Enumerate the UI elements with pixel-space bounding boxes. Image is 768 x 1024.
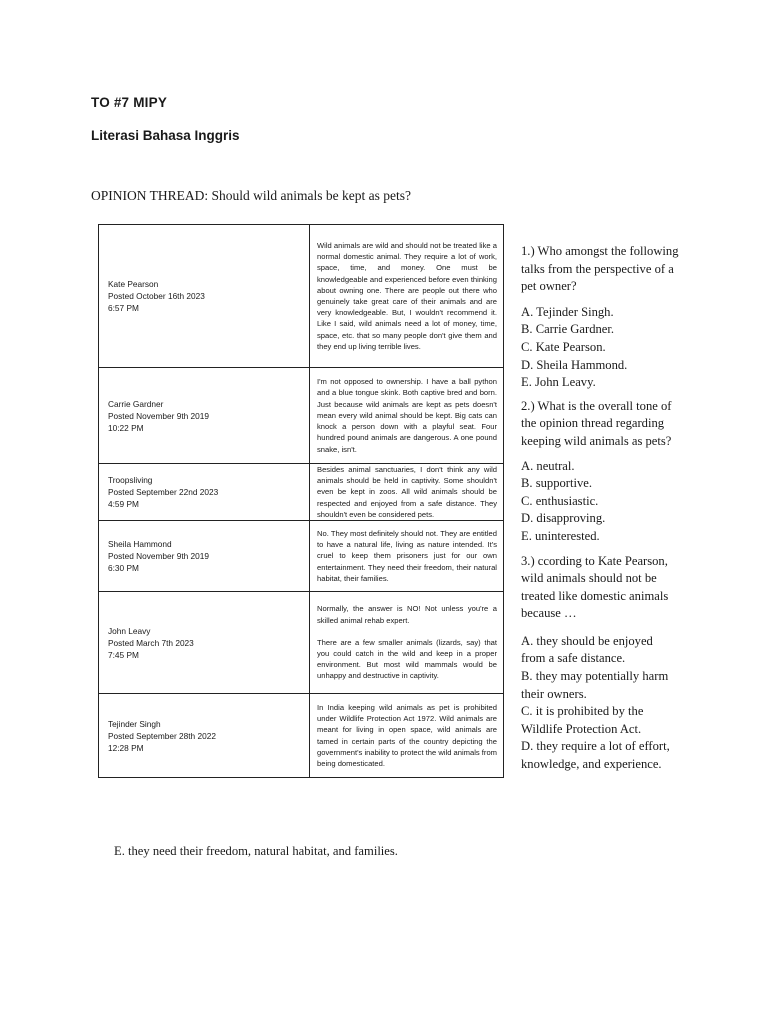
q2-option-d[interactable]: D. disapproving. <box>521 511 606 526</box>
page-subtitle: Literasi Bahasa Inggris <box>91 128 240 143</box>
q3-option-c[interactable]: C. it is prohibited by the Wildlife Protection Act. <box>521 704 644 736</box>
page-title: TO #7 MIPY <box>91 95 168 110</box>
post-author-info <box>99 694 310 778</box>
post-time: 7:45 PM <box>108 649 139 660</box>
q1-option-b[interactable]: B. Carrie Gardner. <box>521 322 615 337</box>
thread-row <box>99 225 504 368</box>
post-time: 6:57 PM <box>108 303 139 313</box>
q2-option-a[interactable]: A. neutral. <box>521 458 575 473</box>
post-body <box>310 225 504 368</box>
post-author-info <box>99 592 310 694</box>
post-author-name: Carrie Gardner <box>108 398 164 409</box>
question-1-options <box>521 304 679 392</box>
post-time: 12:28 PM <box>108 742 144 753</box>
thread-row <box>99 694 504 778</box>
post-author-info <box>99 521 310 592</box>
q3-option-e[interactable]: E. they need their freedom, natural habitat, and families. <box>114 844 398 858</box>
post-time: 4:59 PM <box>108 499 139 509</box>
q1-option-c[interactable]: C. Kate Pearson. <box>521 339 606 354</box>
post-paragraph: Normally, the answer is NO! Not unless you're a skilled animal rehab expert. <box>317 604 497 625</box>
post-time: 6:30 PM <box>108 563 139 574</box>
q2-option-c[interactable]: C. enthusiastic. <box>521 493 599 508</box>
post-date: Posted October 16th 2023 <box>108 291 205 301</box>
post-author-name: Sheila Hammond <box>108 539 172 550</box>
post-date: Posted November 9th 2019 <box>108 551 210 562</box>
post-date: Posted September 28th 2022 <box>108 730 216 741</box>
post-body <box>310 694 504 778</box>
question-1-text: 1.) Who amongst the following talks from the perspective of a pet owner? <box>521 244 679 294</box>
q1-option-a[interactable]: A. Tejinder Singh. <box>521 304 614 319</box>
q1-option-e[interactable]: E. John Leavy. <box>521 375 596 390</box>
post-author-name: Kate Pearson <box>108 279 159 289</box>
question-3-options <box>521 633 679 774</box>
opinion-thread-table <box>98 224 504 778</box>
question-3-text: 3.) ccording to Kate Pearson, wild animals should not be treated like domestic animals because … <box>521 553 669 621</box>
post-body <box>310 521 504 592</box>
questions-column <box>521 243 679 774</box>
post-paragraph: There are a few smaller animals (lizards, say) that you could catch in the wild and keep in a proper environment. But most wild mammals would be unhappy and destructive in captivity. <box>317 637 497 681</box>
thread-title: OPINION THREAD: Should wild animals be kept as pets? <box>91 188 411 203</box>
post-author-info <box>99 464 310 521</box>
post-date: Posted September 22nd 2023 <box>108 487 219 497</box>
post-author-info <box>99 368 310 464</box>
question-2-text: 2.) What is the overall tone of the opinion thread regarding keeping wild animals as pets? <box>521 398 672 448</box>
q1-option-d[interactable]: D. Sheila Hammond. <box>521 357 628 372</box>
post-author-info <box>99 225 310 368</box>
post-paragraph: Besides animal sanctuaries, I don't think any wild animals should be held in captivity. Some shouldn't even be kept in zoos. All wild animals should be respected and enjoyed from a safe distance. They shouldn't even be considered pets. <box>317 465 497 519</box>
post-author-name: Troopsliving <box>108 475 153 485</box>
thread-row <box>99 464 504 521</box>
post-body <box>310 464 504 521</box>
thread-row <box>99 368 504 464</box>
thread-row <box>99 592 504 694</box>
post-date: Posted March 7th 2023 <box>108 637 194 648</box>
thread-row <box>99 521 504 592</box>
post-date: Posted November 9th 2019 <box>108 410 210 421</box>
q2-option-e[interactable]: E. uninterested. <box>521 528 600 543</box>
post-paragraph: In India keeping wild animals as pet is prohibited under Wildlife Protection Act 1972. Wild animals are meant for living in open space, wild animals are tamed in certain parts of the country depicting the government's inability to protect the wild animals from being domesticated. <box>317 702 497 768</box>
post-body <box>310 368 504 464</box>
q2-option-b[interactable]: B. supportive. <box>521 476 593 491</box>
q3-option-b[interactable]: B. they may potentially harm their owners. <box>521 669 669 701</box>
post-paragraph: I'm not opposed to ownership. I have a ball python and a blue tongue skink. Both captive bred and born. Just because wild animals are kept as pets doesn't mean every wild animal should be kept. Big cats can knock a person down with a playful seat. Four hundred pound animals are dangerous. A one pound snake, isn't. <box>317 377 497 454</box>
q3-option-a[interactable]: A. they should be enjoyed from a safe distance. <box>521 633 653 666</box>
post-author-name: John Leavy <box>108 625 151 636</box>
post-time: 10:22 PM <box>108 422 144 433</box>
post-paragraph: No. They most definitely should not. They are entitled to have a natural life, living as nature intended. It's cruel to keep them prisoners just for our own entertainment. They need their freedom, their natural habitat, their families. <box>317 529 497 583</box>
post-author-name: Tejinder Singh <box>108 718 161 729</box>
post-paragraph: Wild animals are wild and should not be treated like a normal domestic animal. They require a lot of work, space, time, and money. One must be knowledgeable and experienced before even thinking about owning one. There are people out there who genuinely take great care of their animals and are very knowledgeable. But, I wouldn't recommend it. Like I said, wild animals need a lot of money, time, space, etc. that so many people don't give them and they end up living terrible lives. <box>317 240 497 351</box>
post-body <box>310 592 504 694</box>
q3-option-d[interactable]: D. they require a lot of effort, knowledge, and experience. <box>521 739 670 772</box>
question-2-options <box>521 458 679 546</box>
